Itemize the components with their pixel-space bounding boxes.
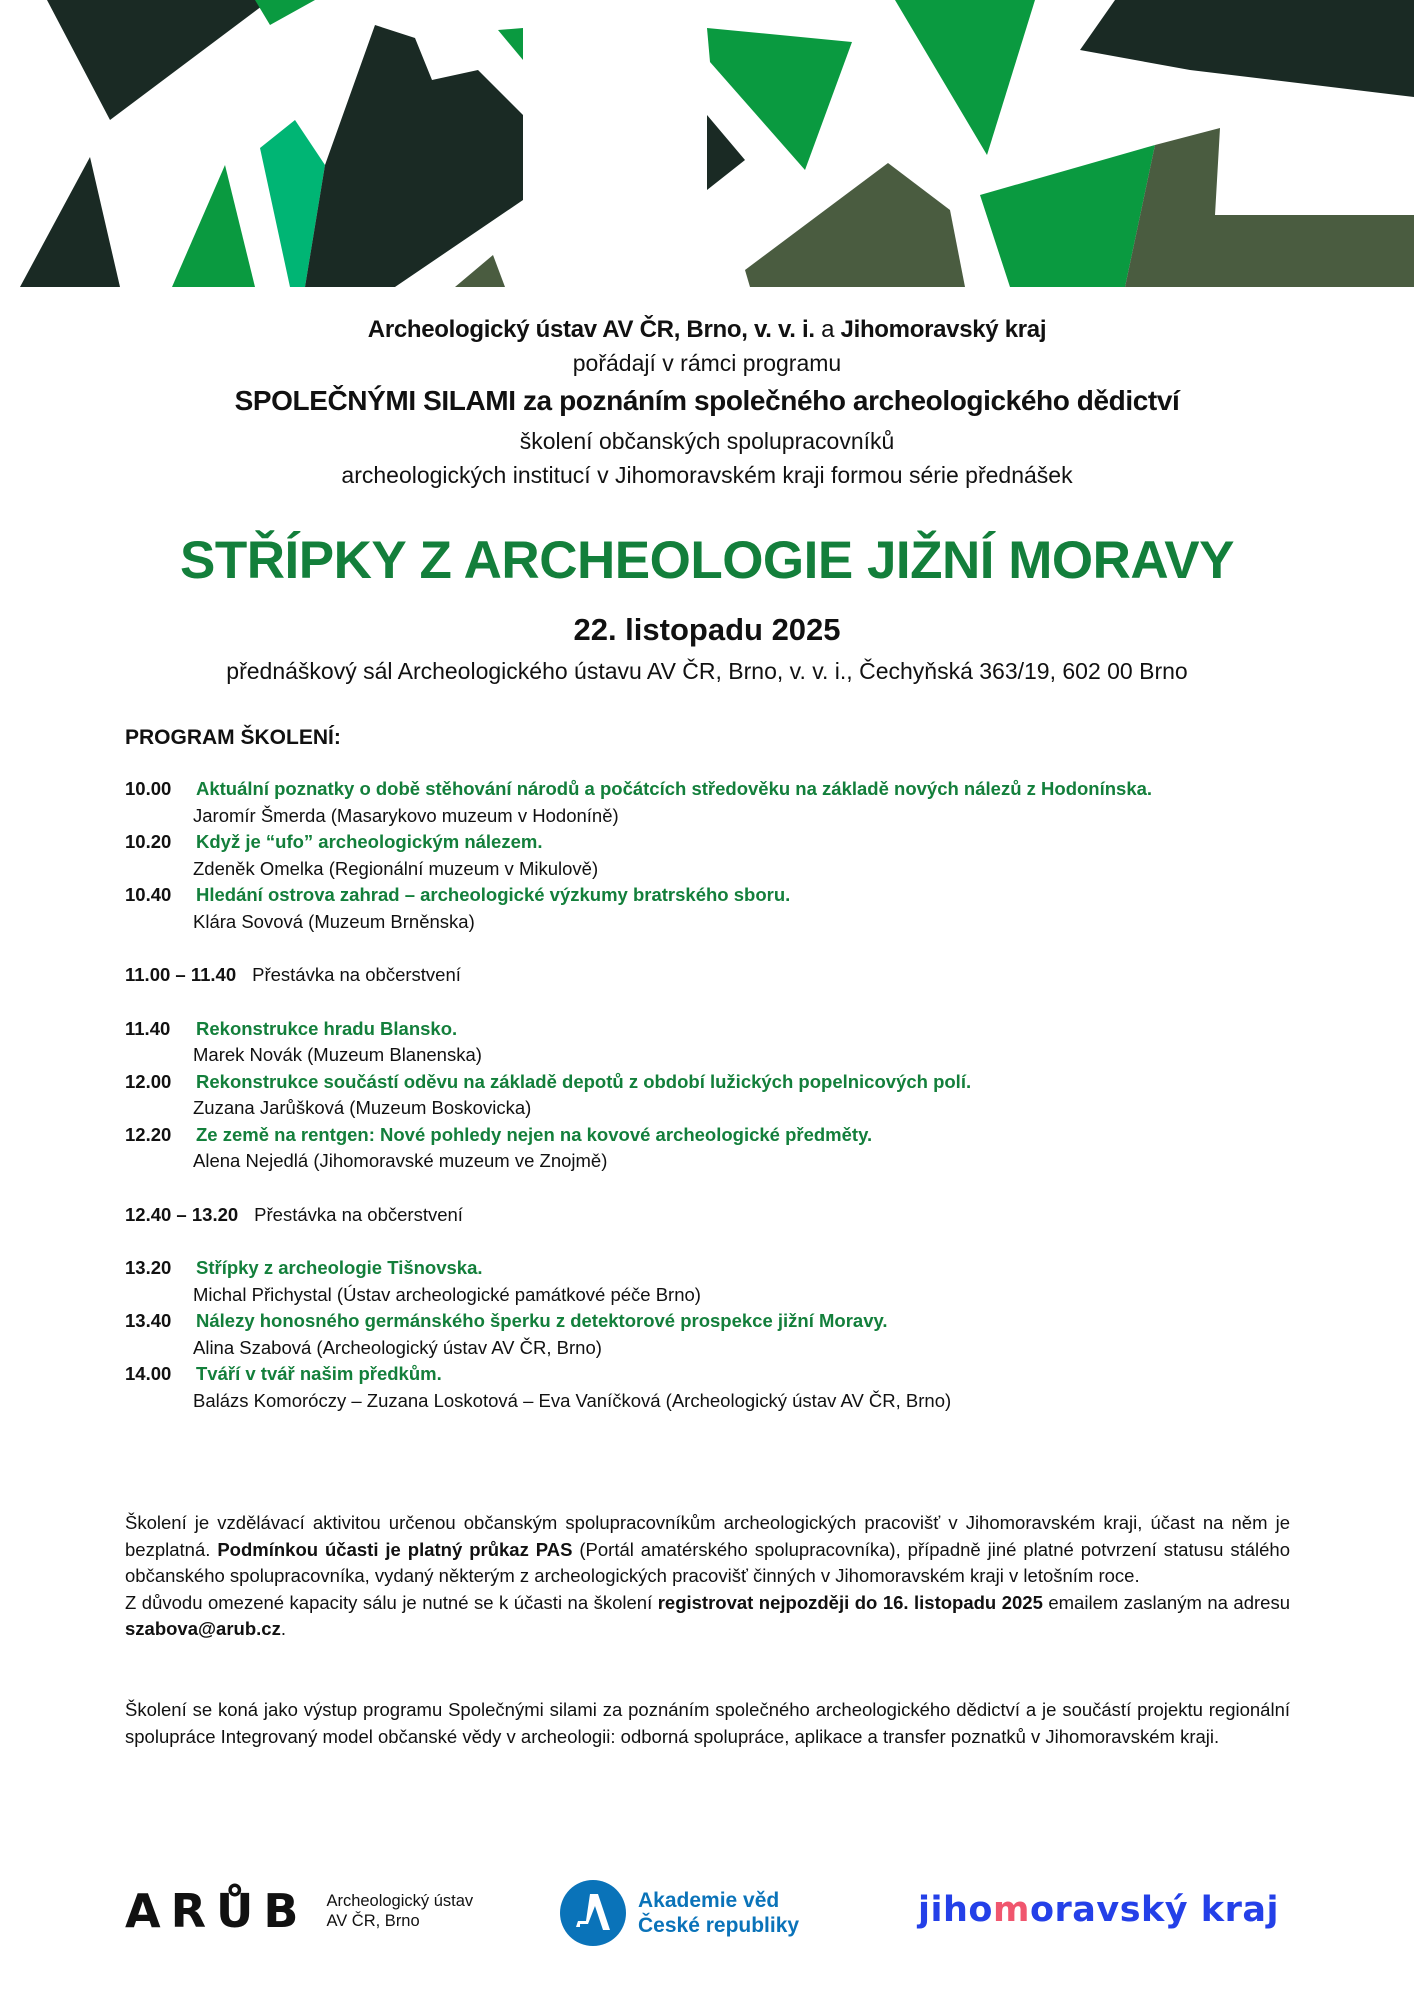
registration-text: Z důvodu omezené kapacity sálu je nutné se k účasti na školení [125, 1591, 658, 1613]
talk-title: Střípky z archeologie Tišnovska. [196, 1257, 483, 1278]
talk-title: Tváří v tvář našim předkům. [196, 1363, 442, 1384]
talk-title: Nálezy honosného germánského šperku z detektorové prospekce jižní Moravy. [196, 1310, 888, 1331]
eligibility-text: Školení je vzdělávací aktivitou určenou občanským spolupracovníkům archeologických pracovišť v Jihomoravském kraji, účast na něm je bezplatná. [125, 1512, 1290, 1560]
talk-speaker: Klára Sovová (Muzeum Brněnska) [193, 910, 475, 932]
participation-info [125, 1510, 1290, 1643]
schedule-break [125, 1202, 1305, 1229]
training-description-2: archeologických institucí v Jihomoravském kraji formou série přednášek [341, 462, 1073, 488]
project-info [125, 1697, 1290, 1750]
organize-within-program: pořádají v rámci programu [572, 350, 842, 376]
event-title: STŘÍPKY Z ARCHEOLOGIE JIŽNÍ MORAVY [180, 531, 1234, 590]
talk-speaker: Alina Szabová (Archeologický ústav AV ČR, Brno) [193, 1336, 602, 1358]
shards-illustration [0, 0, 1414, 287]
organizers-line [0, 316, 1414, 344]
avcr-name-line1: Akademie věd [638, 1889, 780, 1912]
conjunction: a [821, 316, 835, 343]
talk-speaker: Marek Novák (Muzeum Blanenska) [193, 1044, 482, 1065]
event-venue: přednáškový sál Archeologického ústavu AV ČR, Brno, v. v. i., Čechyňská 363/19, 602 00 Brno [226, 658, 1188, 684]
registration-deadline: registrovat nejpozději do 16. listopadu 2025 [657, 1591, 1043, 1613]
avcr-logo-text [638, 1888, 799, 1938]
talk-time: 11.40 [125, 1017, 171, 1039]
talk-time: 13.20 [125, 1257, 172, 1278]
schedule-item [125, 1361, 1305, 1414]
break-time: 11.00 – 11.40 [125, 964, 237, 985]
talk-speaker: Alena Nejedlá (Jihomoravské muzeum ve Znojmě) [193, 1150, 608, 1171]
break-time: 12.40 – 13.20 [125, 1203, 239, 1225]
talk-time: 13.40 [125, 1310, 172, 1331]
talk-title: Když je “ufo” archeologickým nálezem. [196, 831, 543, 852]
schedule-item [125, 882, 1305, 935]
schedule-item [125, 776, 1305, 829]
break-label: Přestávka na občerstvení [254, 1203, 463, 1225]
arub-logo [125, 1884, 473, 1938]
registration-paragraph [125, 1590, 1290, 1643]
schedule-heading: PROGRAM ŠKOLENÍ: [125, 726, 341, 749]
talk-title: Rekonstrukce součástí oděvu na základě depotů z období lužických popelnicových polí. [196, 1070, 972, 1092]
arub-name-line1: Archeologický ústav [326, 1892, 474, 1910]
avcr-name-line2: České republiky [638, 1914, 800, 1937]
arub-name-line2: AV ČR, Brno [326, 1912, 420, 1930]
talk-speaker: Zuzana Jarůšková (Muzeum Boskovicka) [193, 1097, 532, 1118]
schedule-item [125, 829, 1305, 882]
period: . [280, 1618, 286, 1639]
registration-text-cont: emailem zaslaným na adresu [1042, 1591, 1290, 1613]
jmk-logo [918, 1890, 1279, 1930]
talk-speaker: Jaromír Šmerda (Masarykovo muzeum v Hodoníně) [193, 804, 619, 826]
talk-time: 10.40 [125, 884, 172, 905]
organizer-jmk: Jihomoravský kraj [840, 316, 1047, 343]
schedule-item [125, 1308, 1305, 1361]
talk-title: Hledání ostrova zahrad – archeologické výzkumy bratrského sboru. [196, 884, 791, 905]
schedule-item [125, 1069, 1305, 1122]
talk-title: Rekonstrukce hradu Blansko. [196, 1017, 458, 1039]
schedule-item [125, 1255, 1305, 1308]
talk-time: 10.00 [125, 778, 172, 799]
training-description-1: školení občanských spolupracovníků [519, 428, 895, 454]
event-date: 22. listopadu 2025 [573, 612, 841, 647]
arub-logo-text [326, 1891, 473, 1931]
jmk-logo-accent: m [992, 1890, 1030, 1930]
talk-time: 10.20 [125, 831, 172, 852]
jmk-logo-part2: oravský kraj [1029, 1890, 1279, 1930]
pas-requirement: Podmínkou účasti je platný průkaz PAS [217, 1538, 573, 1560]
talk-title: Aktuální poznatky o době stěhování národů a počátcích středověku na základě nových nálezů z Hodonínska. [196, 778, 1153, 799]
arub-logo-mark: ARŮB [125, 1884, 309, 1938]
talk-speaker: Zdeněk Omelka (Regionální muzeum v Mikulově) [193, 857, 599, 879]
partner-logos [0, 1870, 1414, 1960]
program-schedule [125, 726, 1305, 1414]
jmk-logo-part1: jiho [918, 1890, 993, 1930]
schedule-item [125, 1016, 1305, 1069]
contact-email-link[interactable]: szabova@arub.cz [125, 1618, 281, 1639]
talk-speaker: Balázs Komoróczy – Zuzana Loskotová – Eva Vaníčková (Archeologický ústav AV ČR, Brno) [193, 1389, 952, 1411]
talk-speaker: Michal Přichystal (Ústav archeologické památkové péče Brno) [193, 1283, 701, 1305]
eligibility-paragraph [125, 1510, 1290, 1590]
organizer-arub: Archeologický ústav AV ČR, Brno, v. v. i. [367, 316, 815, 343]
talk-time: 14.00 [125, 1363, 172, 1384]
talk-time: 12.20 [125, 1123, 172, 1145]
avcr-logo [560, 1880, 799, 1946]
schedule-item [125, 1122, 1305, 1175]
talk-title: Ze země na rentgen: Nové pohledy nejen na kovové archeologické předměty. [196, 1123, 873, 1145]
header-banner-shards [0, 0, 1414, 287]
project-paragraph: Školení se koná jako výstup programu Společnými silami za poznáním společného archeologického dědictví a je součástí projektu regionální spolupráce Integrovaný model občanské vědy v archeologii: odborná spolupráce, aplikace a transfer poznatků v Jihomoravském kraji. [125, 1699, 1290, 1747]
break-label: Přestávka na občerstvení [252, 964, 461, 985]
eligibility-text-cont: (Portál amatérského spolupracovníka), případně jiné platné potvrzení statusu stálého občanského spolupracovníka, vydaný některým z archeologických pracovišť činných v Jihomoravském kraji v letošním roce. [125, 1538, 1291, 1586]
talk-time: 12.00 [125, 1070, 172, 1092]
avcr-a-icon [560, 1880, 626, 1946]
schedule-break [125, 962, 1305, 989]
program-name: SPOLEČNÝMI SILAMI za poznáním společného archeologického dědictví [234, 385, 1180, 416]
